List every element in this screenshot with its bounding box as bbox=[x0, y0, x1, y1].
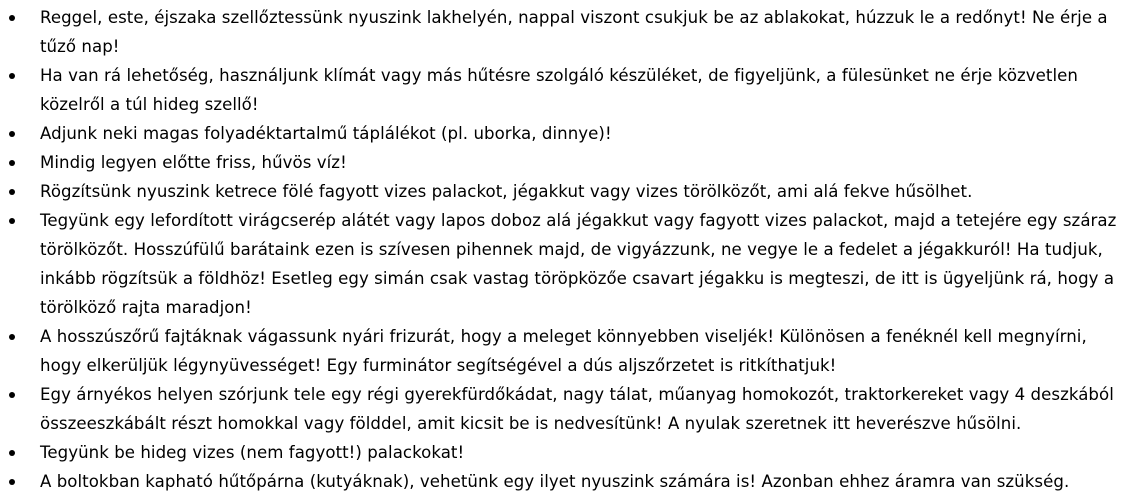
bullet-icon bbox=[9, 189, 15, 195]
list-item bbox=[0, 380, 1136, 438]
bullet-icon bbox=[9, 392, 15, 398]
list-item-text: A hosszúszőrű fajtáknak vágassunk nyári frizurát, hogy a meleget könnyebben viseljék! Különösen a fenéknél kell megnyírni, hogy elkerüljük légynyüvességet! Egy furminátor segítségével a dús aljszőrzetet is ritkíthatjuk! bbox=[40, 327, 1087, 375]
bullet-icon bbox=[9, 160, 15, 166]
bullet-icon bbox=[9, 334, 15, 340]
bullet-icon bbox=[9, 218, 15, 224]
list-item bbox=[0, 438, 1136, 467]
list-item-text: Tegyünk be hideg vizes (nem fagyott!) palackokat! bbox=[40, 443, 465, 462]
bullet-icon bbox=[9, 479, 15, 485]
list-item-text: Mindig legyen előtte friss, hűvös víz! bbox=[40, 153, 347, 172]
bullet-icon bbox=[9, 131, 15, 137]
bullet-icon bbox=[9, 73, 15, 79]
list-item bbox=[0, 3, 1136, 61]
list-item bbox=[0, 177, 1136, 206]
list-item bbox=[0, 467, 1136, 496]
list-item bbox=[0, 61, 1136, 119]
list-item-text: Ha van rá lehetőség, használjunk klímát vagy más hűtésre szolgáló készüléket, de figyeljünk, a fülesünket ne érje közvetlen közelről a túl hideg szellő! bbox=[40, 66, 1078, 114]
list-item bbox=[0, 322, 1136, 380]
list-item-text: Rögzítsünk nyuszink ketrece fölé fagyott vizes palackot, jégakkut vagy vizes törölközőt, ami alá fekve hűsölhet. bbox=[40, 182, 973, 201]
list-item-text: Egy árnyékos helyen szórjunk tele egy régi gyerekfürdőkádat, nagy tálat, műanyag homokozót, traktorkereket vagy 4 deszkából összeeszkábált részt homokkal vagy földdel, amit kicsit be is nedvesítünk! A nyulak szeretnek itt heverészve hűsölni. bbox=[40, 385, 1114, 433]
list-item bbox=[0, 148, 1136, 177]
list-item-text: Reggel, este, éjszaka szellőztessünk nyuszink lakhelyén, nappal viszont csukjuk be az ablakokat, húzzuk le a redőnyt! Ne érje a tűző nap! bbox=[40, 8, 1108, 56]
list-item-text: A boltokban kapható hűtőpárna (kutyáknak), vehetünk egy ilyet nyuszink számára is! Azonban ehhez áramra van szükség. bbox=[40, 472, 1070, 491]
list-item bbox=[0, 119, 1136, 148]
bullet-icon bbox=[9, 15, 15, 21]
bullet-icon bbox=[9, 450, 15, 456]
list-item-text: Tegyünk egy lefordított virágcserép alátét vagy lapos doboz alá jégakkut vagy fagyott vizes palackot, majd a tetejére egy száraz törölközőt. Hosszúfülű barátaink ezen is szívesen pihennek majd, de vigyázzunk, ne vegye le a fedelet a jégakkuról! Ha tudjuk, inkább rögzítsük a földhöz! Esetleg egy simán csak vastag töröpközőe csavart jégakku is megteszi, de itt is ügyeljünk rá, hogy a törölköző rajta maradjon! bbox=[40, 211, 1117, 317]
list-item-text: Adjunk neki magas folyadéktartalmű táplálékot (pl. uborka, dinnye)! bbox=[40, 124, 612, 143]
list-item bbox=[0, 206, 1136, 322]
